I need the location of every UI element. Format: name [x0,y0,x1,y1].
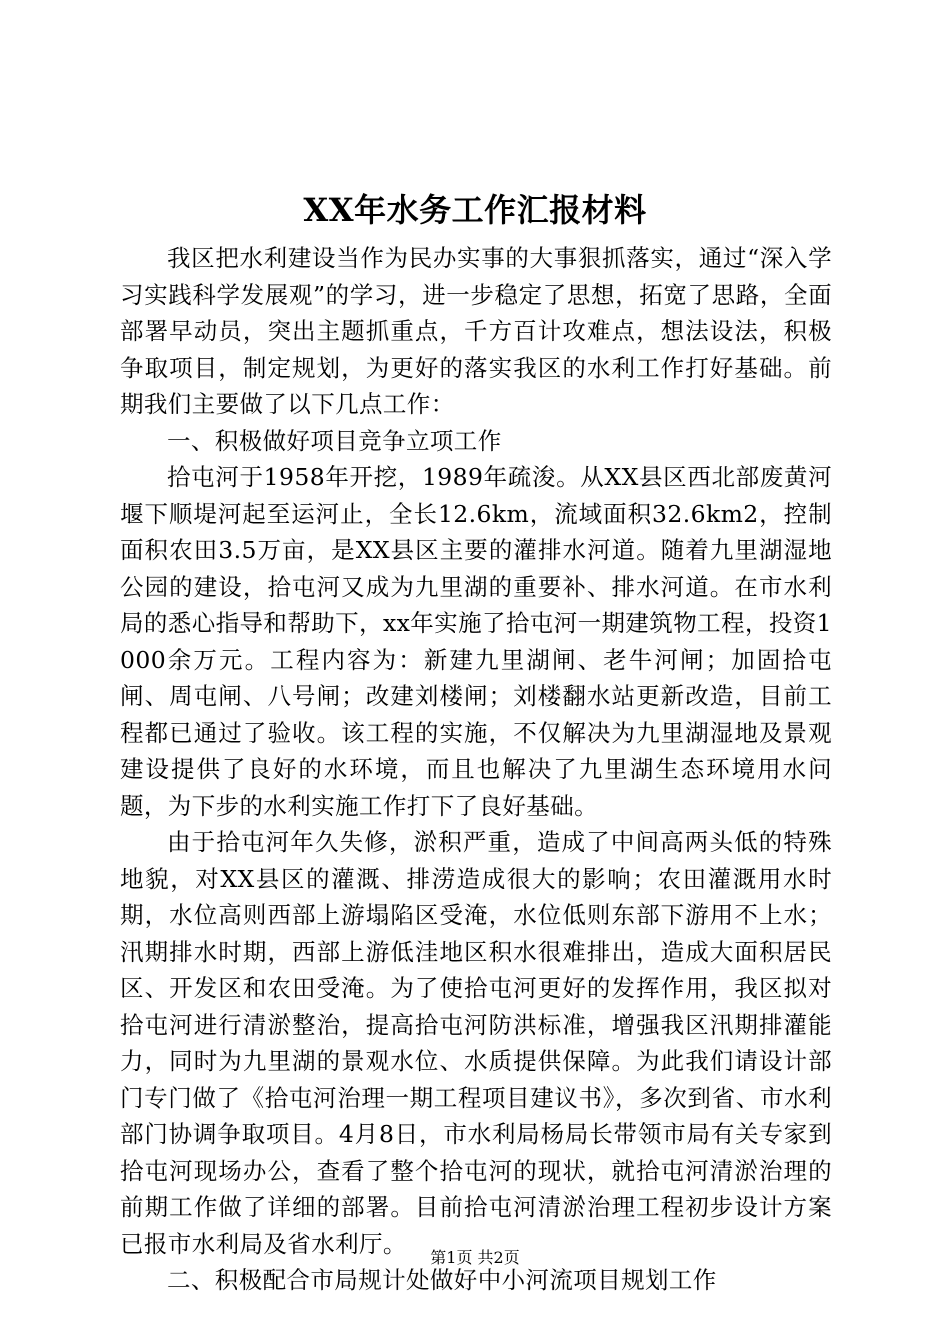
document-body [120,240,832,1299]
section-heading-2: 二、积极配合市局规计处做好中小河流项目规划工作 [167,1266,717,1294]
body-paragraph: 由于拾屯河年久失修，淤积严重，造成了中间高两头低的特殊地貌，对XX县区的灌溉、排涝造成很大的影响；农田灌溉用水时期，水位高则西部上游塌陷区受淹，水位低则东部下游用不上水；汛期排水时期，西部上游低洼地区积水很难排出，造成大面积居民区、开发区和农田受淹。为了使拾屯河更好的发挥作用，我区拟对拾屯河进行清淤整治，提高拾屯河防洪标准，增强我区汛期排灌能力，同时为九里湖的景观水位、水质提供保障。为此我们请设计部门专门做了《拾屯河治理一期工程项目建议书》，多次到省、市水利部门协调争取项目。4月8日，市水利局杨局长带领市局有关专家到拾屯河现场办公，查看了整个拾屯河的现状，就拾屯河清淤治理的前期工作做了详细的部署。目前拾屯河清淤治理工程初步设计方案已报市水利局及省水利厅。 [120,828,832,1258]
section-heading-1: 一、积极做好项目竞争立项工作 [167,426,502,455]
document-title: XX年水务工作汇报材料 [303,191,647,229]
intro-paragraph: 我区把水利建设当作为民办实事的大事狠抓落实，通过“深入学习实践科学发展观”的学习，进一步稳定了思想，拓宽了思路，全面部署早动员，突出主题抓重点，千方百计攻难点，想法设法，积极争取项目，制定规划，为更好的落实我区的水利工作打好基础。前期我们主要做了以下几点工作： [120,244,832,418]
page-number-footer: 第1页 共2页 [430,1248,520,1267]
body-paragraph: 拾屯河于1958年开挖，1989年疏浚。从XX县区西北部废黄河堰下顺堤河起至运河止，全长12.6km，流域面积32.6km2，控制面积农田3.5万亩，是XX县区主要的灌排水河道。随着九里湖湿地公园的建设，拾屯河又成为九里湖的重要补、排水河道。在市水利局的悉心指导和帮助下，xx年实施了拾屯河一期建筑物工程，投资1000余万元。工程内容为：新建九里湖闸、老牛河闸；加固拾屯闸、周屯闸、八号闸；改建刘楼闸；刘楼翻水站更新改造，目前工程都已通过了验收。该工程的实施，不仅解决为九里湖湿地及景观建设提供了良好的水环境，而且也解决了九里湖生态环境用水问题，为下步的水利实施工作打下了良好基础。 [120,463,832,820]
